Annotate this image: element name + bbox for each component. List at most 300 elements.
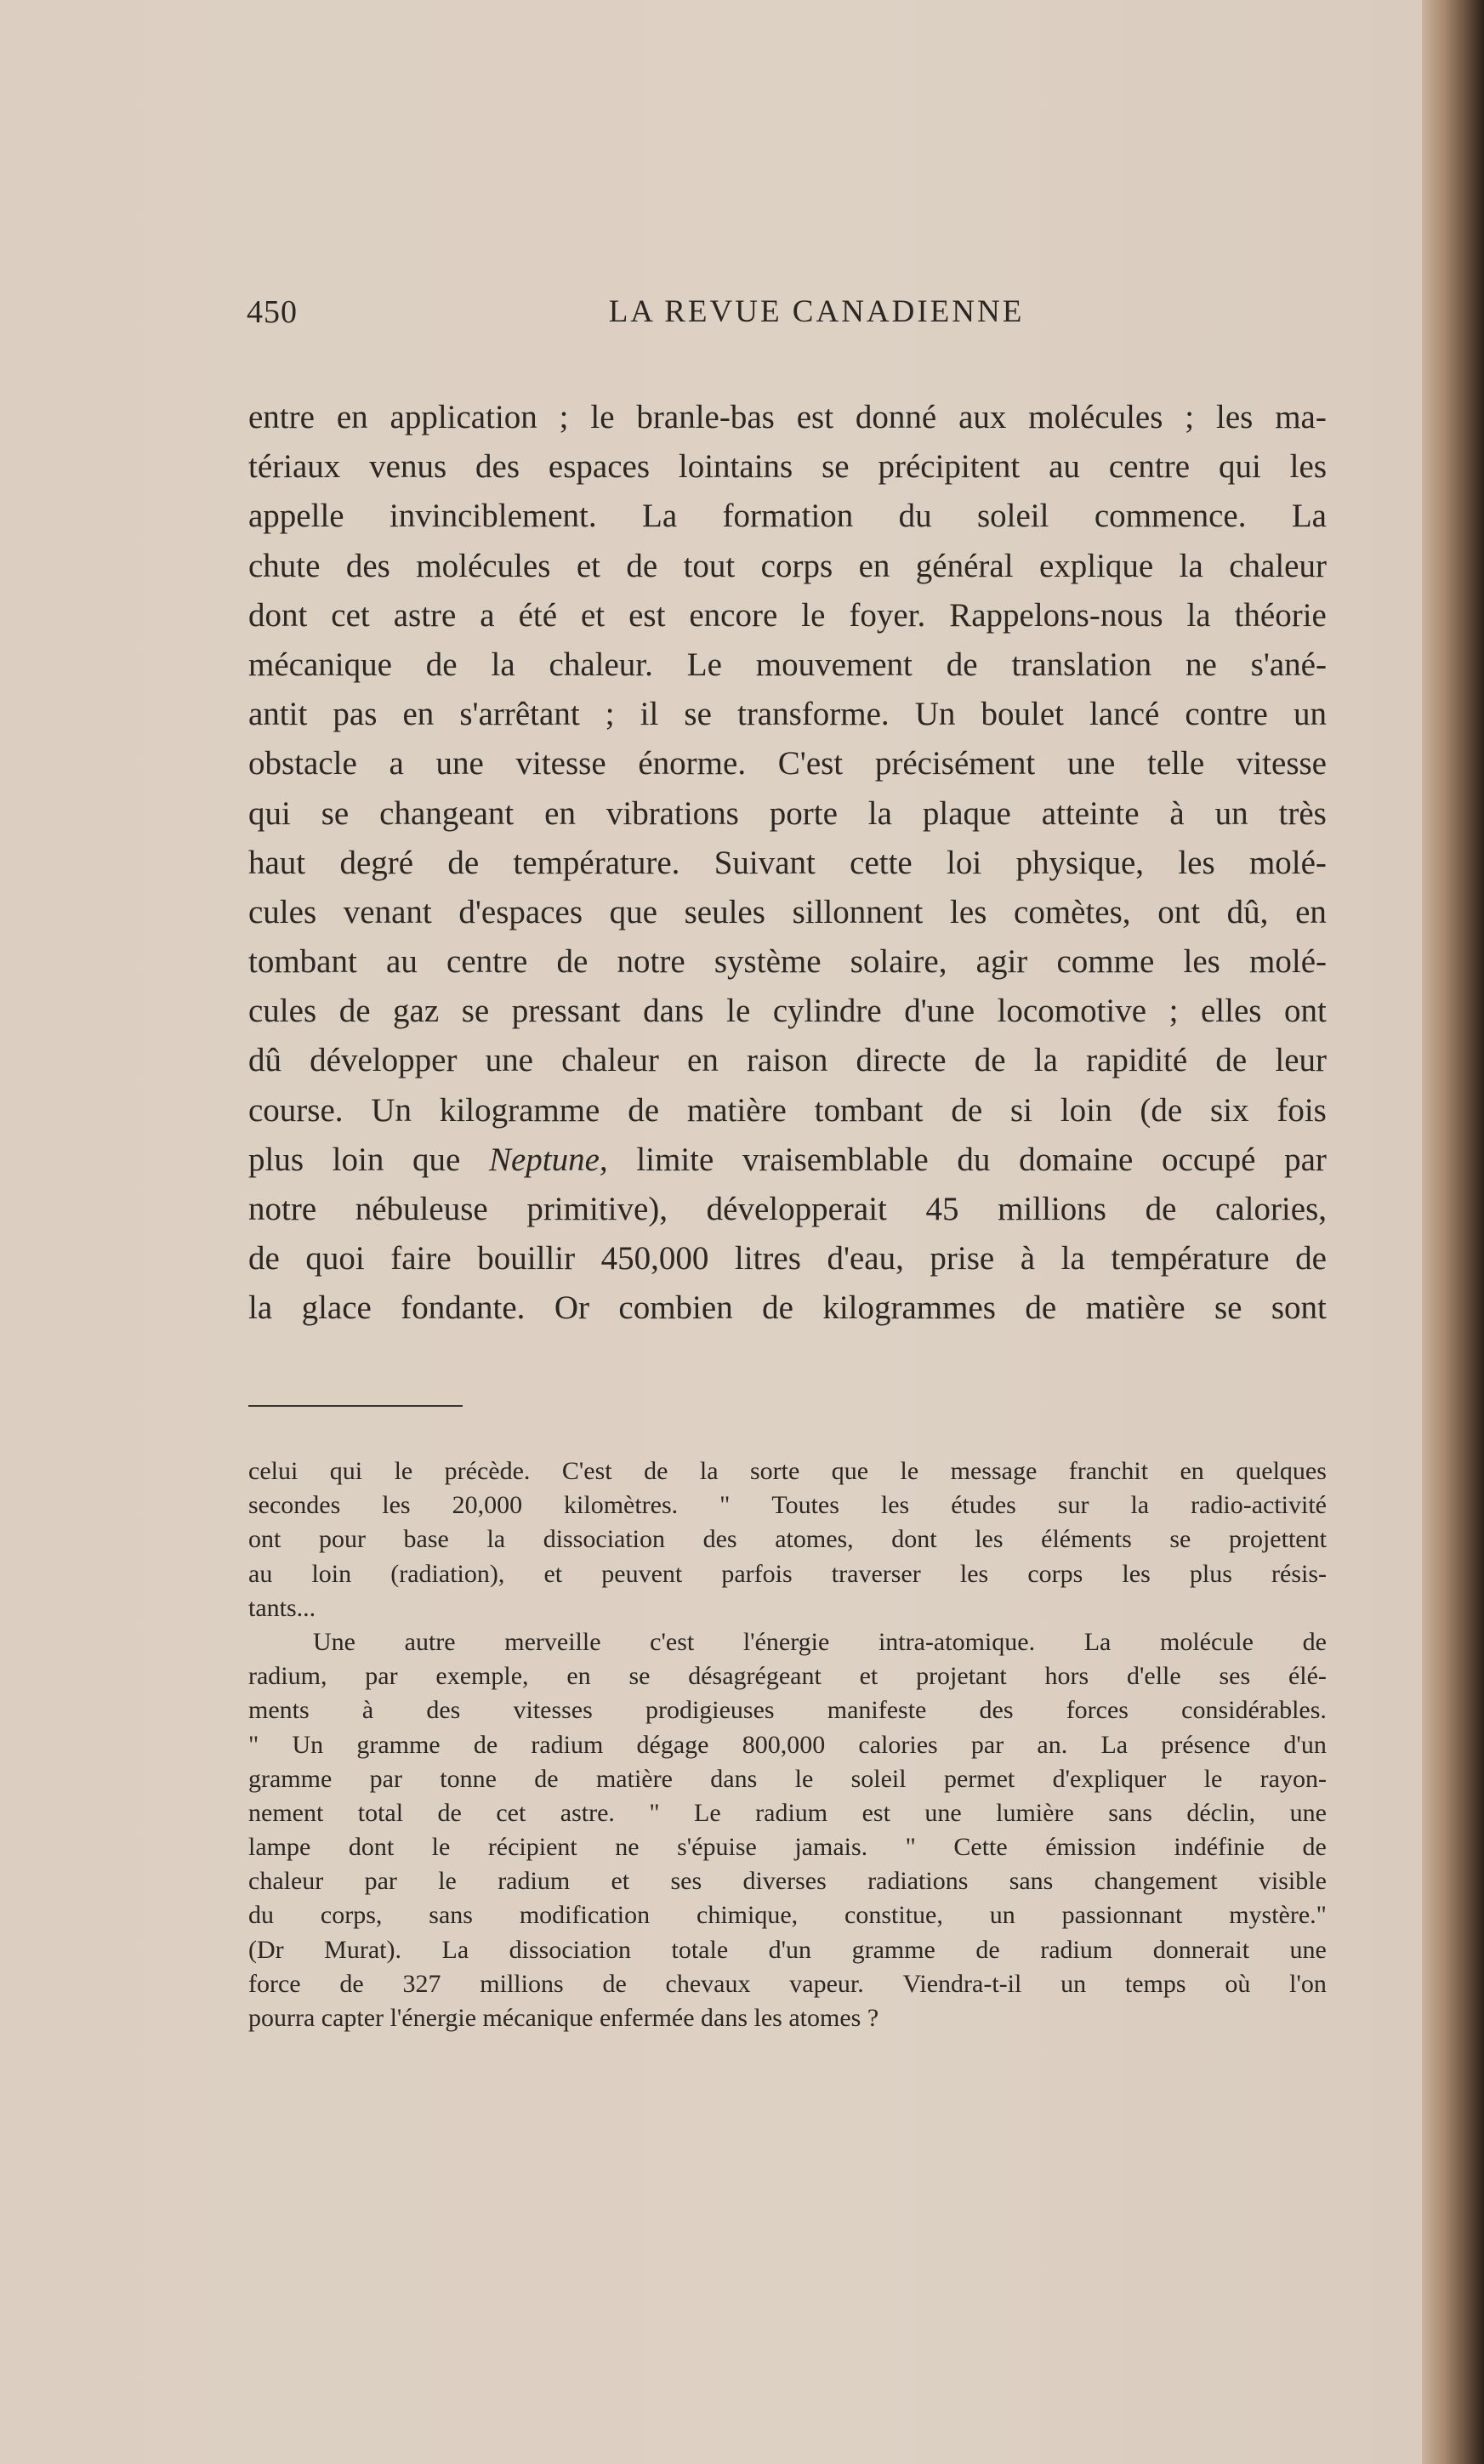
word: développerait [706,1191,887,1227]
word: se [1214,1289,1242,1327]
word: de [1145,1191,1177,1227]
word: de [556,943,588,981]
footnote-line [248,1967,1327,2001]
word: kilomètres. [564,1491,679,1520]
word: formation [722,498,854,535]
word: de [425,646,458,683]
word: se [628,1662,651,1691]
word: changeant [379,794,515,832]
footnote-line [248,1830,1327,1864]
word: Le [694,1798,721,1827]
word: sorte [749,1457,800,1485]
word: 20,000 [452,1491,523,1520]
word: " [905,1833,916,1862]
word: un [989,1901,1015,1930]
word: de [1295,1240,1327,1278]
word: exemple, [435,1662,529,1691]
word: base [403,1525,449,1554]
word: cet [496,1798,526,1827]
word: de [975,1935,1000,1964]
word: d'un [768,1935,812,1964]
word: prise [930,1240,995,1278]
word: les [959,1559,989,1588]
word: de [534,1764,559,1793]
word: de [946,646,978,683]
word: matière [686,1091,787,1129]
word: de [1025,1289,1057,1327]
word: pressant [511,993,621,1030]
word: l'on [1289,1969,1327,1998]
word: La [1291,498,1327,535]
word: élé- [1288,1662,1327,1691]
word: radium, [248,1662,327,1691]
body-line [248,1283,1327,1333]
word: tombant [248,943,357,981]
word: nement [248,1798,324,1827]
word: une [1066,745,1116,782]
word: tériaux [248,448,341,486]
body-text [248,393,1327,1334]
word: en [1180,1457,1204,1485]
word: et [580,596,606,634]
word: les [880,1491,910,1520]
word: un [1060,1969,1087,1998]
word: d'une [904,993,975,1030]
word: très [1278,794,1327,832]
word: changement [1094,1867,1218,1896]
word: se [321,794,350,832]
word: de [338,993,371,1030]
word: vapeur. [789,1969,864,1998]
word: par [970,1730,1004,1759]
running-title: LA REVUE CANADIENNE [608,294,1025,329]
word: ses [1219,1662,1251,1691]
word: branle-bas [636,399,775,435]
word: la [699,1457,719,1485]
word: (radiation), [390,1559,505,1588]
body-line-neptune [248,1135,1327,1185]
word: molé- [1248,844,1327,881]
word: force [248,1969,301,1998]
word: l'énergie [742,1627,830,1656]
word: tout [683,547,736,584]
word: études [951,1491,1016,1520]
word: corps [1027,1559,1083,1588]
word: éléments [1041,1525,1132,1554]
word: ; [1185,399,1195,435]
word: encore [689,596,778,634]
footnote-line [248,1898,1327,1932]
word: se [822,448,850,486]
word: de [602,1969,627,1998]
word: rapidité [1086,1042,1188,1079]
word: tombant [814,1091,924,1129]
word: La [1083,1627,1112,1656]
word: lointains [678,448,793,486]
word: mystère." [1229,1901,1327,1930]
word: de [447,844,480,881]
word: limite [636,1141,714,1178]
body-line [248,1036,1327,1085]
word: ; [1168,993,1179,1030]
word: à [1169,794,1185,832]
word: passionnant [1061,1901,1183,1930]
page-number: 450 [247,294,298,330]
word: vibrations [606,794,739,832]
body-line [248,542,1327,591]
word: la [1033,1042,1058,1079]
word: lumière [996,1798,1074,1827]
word: de [628,1091,660,1129]
body-line [248,640,1327,690]
word: translation [1011,646,1152,683]
body-line [248,1185,1327,1234]
word: précisément [874,745,1036,782]
body-line [248,739,1327,788]
word: Une [313,1627,355,1656]
word: Rappelons-nous [949,596,1163,634]
word: dissociation [543,1525,666,1554]
word: faire [390,1240,452,1278]
word: ses [670,1867,702,1896]
word: la [1186,596,1211,634]
word: chaleur. [549,646,653,683]
word: totale [671,1935,729,1964]
body-line [248,690,1327,739]
word: chimique, [697,1901,799,1930]
word: radium [755,1798,828,1827]
word: ments [248,1696,310,1725]
word: leur [1275,1042,1327,1079]
word: notre [617,943,685,981]
word: peuvent [601,1559,683,1588]
word: forces [1066,1696,1129,1725]
word: diverses [742,1867,827,1896]
running-head [247,293,1327,336]
word: 327 [402,1969,441,1998]
word: émission [1045,1833,1136,1862]
word: millions [998,1191,1106,1227]
word: degré [339,844,414,881]
word: par [1284,1141,1327,1178]
word: nébuleuse [355,1191,488,1227]
footnote-line [248,1693,1327,1727]
word: la [1179,547,1203,584]
word: total [357,1798,404,1827]
word: des [475,448,520,486]
word: centre [446,943,528,981]
word: en [566,1662,591,1691]
word: présence [1161,1730,1251,1759]
word: modification [519,1901,651,1930]
word: par [369,1764,402,1793]
word: de [1302,1833,1327,1862]
word: gramme [851,1935,935,1964]
word: venus [369,448,447,486]
word: temps [1124,1969,1186,1998]
word: des [702,1525,737,1554]
body-line [248,789,1327,839]
word: molé- [1249,943,1327,981]
word: kilogramme [439,1091,600,1129]
word: foyer. [849,596,926,634]
word: combien [618,1289,733,1327]
word: agir [975,943,1028,981]
word: une [485,1042,533,1079]
word: raison [747,1042,828,1079]
word: " [719,1491,731,1520]
word: mouvement [755,646,913,683]
word: de [248,1240,280,1278]
word: que [609,893,657,930]
word: " [248,1730,259,1759]
word: un [1293,696,1327,733]
word: d'espaces [458,893,583,930]
word: fondante. [401,1289,526,1327]
word: 45 [925,1191,959,1227]
footnote-line [248,1796,1327,1830]
word: glace [301,1289,372,1327]
word: invinciblement. [389,498,597,535]
word: désagrégeant [688,1662,822,1691]
word: antit [248,696,308,733]
body-line [248,1234,1327,1283]
word: porte [769,794,838,832]
word: rayon- [1259,1764,1327,1793]
word: contre [1185,696,1268,733]
word: quoi [305,1240,365,1278]
word: en [402,696,435,733]
word: la [248,1289,273,1327]
word: visible [1258,1867,1327,1896]
word: théorie [1234,596,1327,634]
word: qui [329,1457,363,1485]
word: été [518,596,558,634]
word: astre. [560,1798,615,1827]
word: permet [943,1764,1015,1793]
word: des [426,1696,461,1725]
word: ont [1157,893,1201,930]
word: chaleur [561,1042,659,1079]
word: les [1183,943,1220,981]
word: Un [914,696,956,733]
word: plus [1189,1559,1232,1588]
word: primitive), [526,1191,668,1227]
word: course. [248,1091,344,1129]
word: obstacle [248,745,357,782]
word: du [957,1141,991,1178]
word: mécanique [248,646,392,683]
word: chevaux [665,1969,751,1998]
word: astre [393,596,457,634]
footnote-rule [248,1405,463,1407]
footnote-line [248,1864,1327,1898]
word: constitue, [844,1901,943,1930]
word: ont [248,1525,281,1554]
word: chaleur [248,1867,324,1896]
word: La [1100,1730,1129,1759]
word: lancé [1089,696,1160,733]
word: dû [248,1042,281,1079]
word: message [950,1457,1038,1485]
word: boulet [981,696,1064,733]
word: le [1203,1764,1223,1793]
footnote-line [248,1454,1327,1488]
word: (de [1140,1091,1183,1129]
word: donnerait [1152,1935,1250,1964]
word: est [861,1798,890,1827]
word: et [576,547,600,584]
word: les [950,893,987,930]
word: chaleur [1229,547,1327,584]
word: de [339,1969,364,1998]
footnote-block [248,1454,1327,2035]
word: atomes, [775,1525,854,1554]
word: prodigieuses [645,1696,775,1725]
word: déclin, [1186,1798,1256,1827]
word: kilogrammes [822,1289,996,1327]
word: corps, [320,1901,383,1930]
word: radium [498,1867,571,1896]
word: dont [248,596,308,634]
word: dont [891,1525,937,1554]
footnote-line [248,1933,1327,1967]
word: en [1295,893,1327,930]
word: traverser [831,1559,921,1588]
word: le [590,399,615,435]
word: molécule [1160,1627,1254,1656]
word: vitesses [513,1696,593,1725]
word: six [1210,1091,1249,1129]
word: dans [710,1764,758,1793]
word: molécules [1028,399,1163,435]
body-line [248,839,1327,888]
word: locomotive [997,993,1147,1030]
word: se [1169,1525,1191,1554]
footnote-line: pourra capter l'énergie mécanique enfermée dans les atomes ? [248,2004,879,2032]
word: aux [958,399,1007,435]
word: quelques [1236,1457,1327,1485]
word: fois [1276,1091,1327,1129]
word: haut [248,844,306,881]
word: dans [643,993,704,1030]
word: se [461,993,490,1030]
footnote-line: tants... [248,1593,316,1622]
word: notre [248,1191,317,1227]
body-line [248,937,1327,987]
word: vitesse [515,745,606,782]
word: par [364,1867,397,1896]
word: millions [480,1969,564,1998]
word: atteinte [1041,794,1140,832]
word: du [898,498,932,535]
word: en [687,1042,719,1079]
word: Toutes [771,1491,839,1520]
word: bouillir [477,1240,576,1278]
word: jamais. [794,1833,868,1862]
italic-word: Neptune, [488,1141,608,1178]
word: Murat). [324,1935,401,1964]
word: le [794,1764,814,1793]
word: domaine [1019,1141,1134,1178]
word: a [389,745,404,782]
word: telle [1147,745,1205,782]
word: en [336,399,368,435]
footnote-line [248,1762,1327,1796]
word: les [975,1525,1004,1554]
word: lampe [248,1833,311,1862]
word: gramme [248,1764,333,1793]
word: ma- [1275,399,1327,435]
word: sillonnent [792,893,924,930]
word: comètes, [1014,893,1131,930]
word: Un [371,1091,412,1129]
word: se [684,696,712,733]
word: par [365,1662,398,1691]
word: dû, [1226,893,1269,930]
word: Or [554,1289,589,1327]
word: cules [248,893,317,930]
word: projetant [916,1662,1007,1691]
word: manifeste [827,1696,927,1725]
word: s'ané- [1250,646,1327,683]
word: application [389,399,537,435]
word: de [644,1457,668,1485]
word: secondes [248,1491,341,1520]
word: " [649,1798,660,1827]
word: d'un [1283,1730,1327,1759]
word: et [859,1662,878,1691]
word: Le [686,646,722,683]
word: parfois [721,1559,793,1588]
word: de [1215,1042,1248,1079]
word: sur [1057,1491,1089,1520]
word: franchit [1068,1457,1149,1485]
word: système [714,943,822,981]
body-line [248,591,1327,640]
word: chute [248,547,321,584]
word: commence. [1094,498,1247,535]
word: que [412,1141,461,1178]
word: merveille [504,1627,601,1656]
word: indéfinie [1174,1833,1265,1862]
word: qui [248,794,291,832]
word: vitesse [1236,745,1327,782]
word: les [1122,1559,1151,1588]
word: il [640,696,659,733]
body-line [248,442,1327,492]
word: Viendra-t-il [902,1969,1022,1998]
word: appelle [248,498,344,535]
word: à [1020,1240,1036,1278]
word: cette [850,844,913,881]
word: hors [1044,1662,1089,1691]
word: soleil [850,1764,907,1793]
word: vraisemblable [742,1141,929,1178]
word: radium [1040,1935,1113,1964]
word: La [441,1935,469,1964]
word: au [386,943,418,981]
footnote-line [248,1728,1327,1762]
word: le [900,1457,919,1485]
word: dissociation [509,1935,631,1964]
word: température [1111,1240,1270,1278]
word: transforme. [736,696,890,733]
word: le [438,1867,457,1896]
word: le [801,596,826,634]
word: intra-atomique. [878,1627,1036,1656]
word: litres [734,1240,801,1278]
